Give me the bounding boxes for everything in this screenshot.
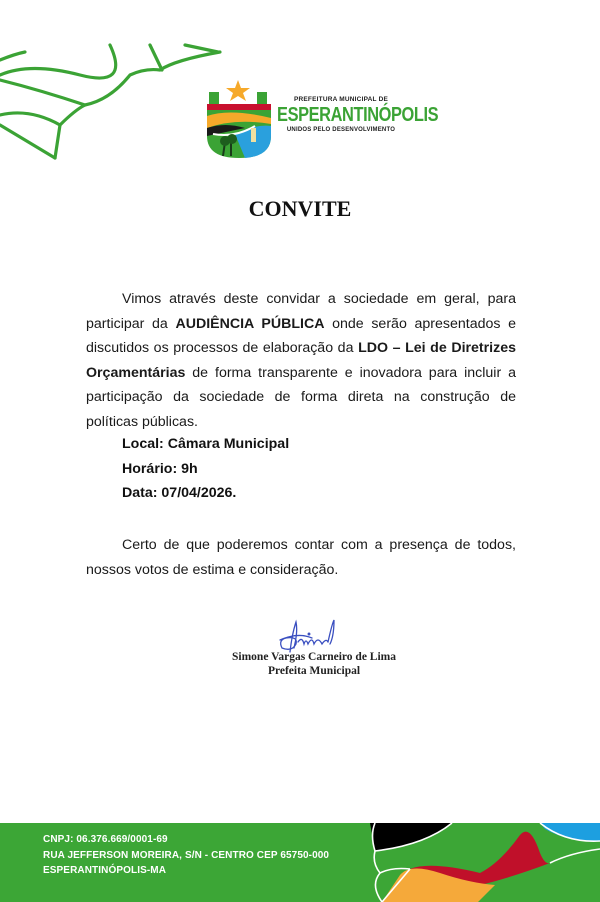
event-time: Horário: 9h xyxy=(122,460,198,477)
event-name: AUDIÊNCIA PÚBLICA xyxy=(175,315,325,332)
event-date: Data: 07/04/2026. xyxy=(122,485,237,501)
footer-city: ESPERANTINÓPOLIS-MA xyxy=(43,865,167,876)
paragraph-text: de forma transparente e inovadora para incluir a participação da sociedade de forma direta na construção de políticas públicas. xyxy=(86,364,516,430)
closing-text: Certo de que poderemos contar com a presença de todos, nossos votos de estima e consideração. xyxy=(86,537,516,578)
paragraph-text: onde serão apresentados e discutidos os processos de elaboração da xyxy=(86,315,517,356)
event-details xyxy=(122,432,289,506)
signatory-role: Prefeita Municipal xyxy=(267,665,361,677)
footer-band xyxy=(0,823,600,902)
logo-top-line: PREFEITURA MUNICIPAL DE xyxy=(293,96,389,103)
logo-name: ESPERANTINÓPOLIS xyxy=(277,104,439,126)
closing-paragraph xyxy=(86,533,516,582)
ldo-name: LDO – Lei de Diretrizes Orçamentárias xyxy=(86,340,516,381)
footer-address: RUA JEFFERSON MOREIRA, S/N - CENTRO CEP 65750-000 xyxy=(43,849,330,861)
document-title: CONVITE xyxy=(248,196,352,221)
event-location: Local: Câmara Municipal xyxy=(122,436,290,452)
signatory-name: Simone Vargas Carneiro de Lima xyxy=(232,651,396,663)
paragraph-text: Vimos através deste convidar a sociedade em geral, para participar da xyxy=(86,291,516,332)
municipality-logo xyxy=(205,78,439,160)
footer-decorative-graphic xyxy=(370,823,600,902)
decorative-lines-graphic xyxy=(0,40,230,160)
logo-slogan: UNIDOS PELO DESENVOLVIMENTO xyxy=(286,127,396,133)
footer-cnpj: CNPJ: 06.376.669/0001-69 xyxy=(43,834,168,845)
invitation-paragraph xyxy=(86,287,516,434)
signature-block xyxy=(200,618,428,688)
crest-icon xyxy=(205,78,273,160)
